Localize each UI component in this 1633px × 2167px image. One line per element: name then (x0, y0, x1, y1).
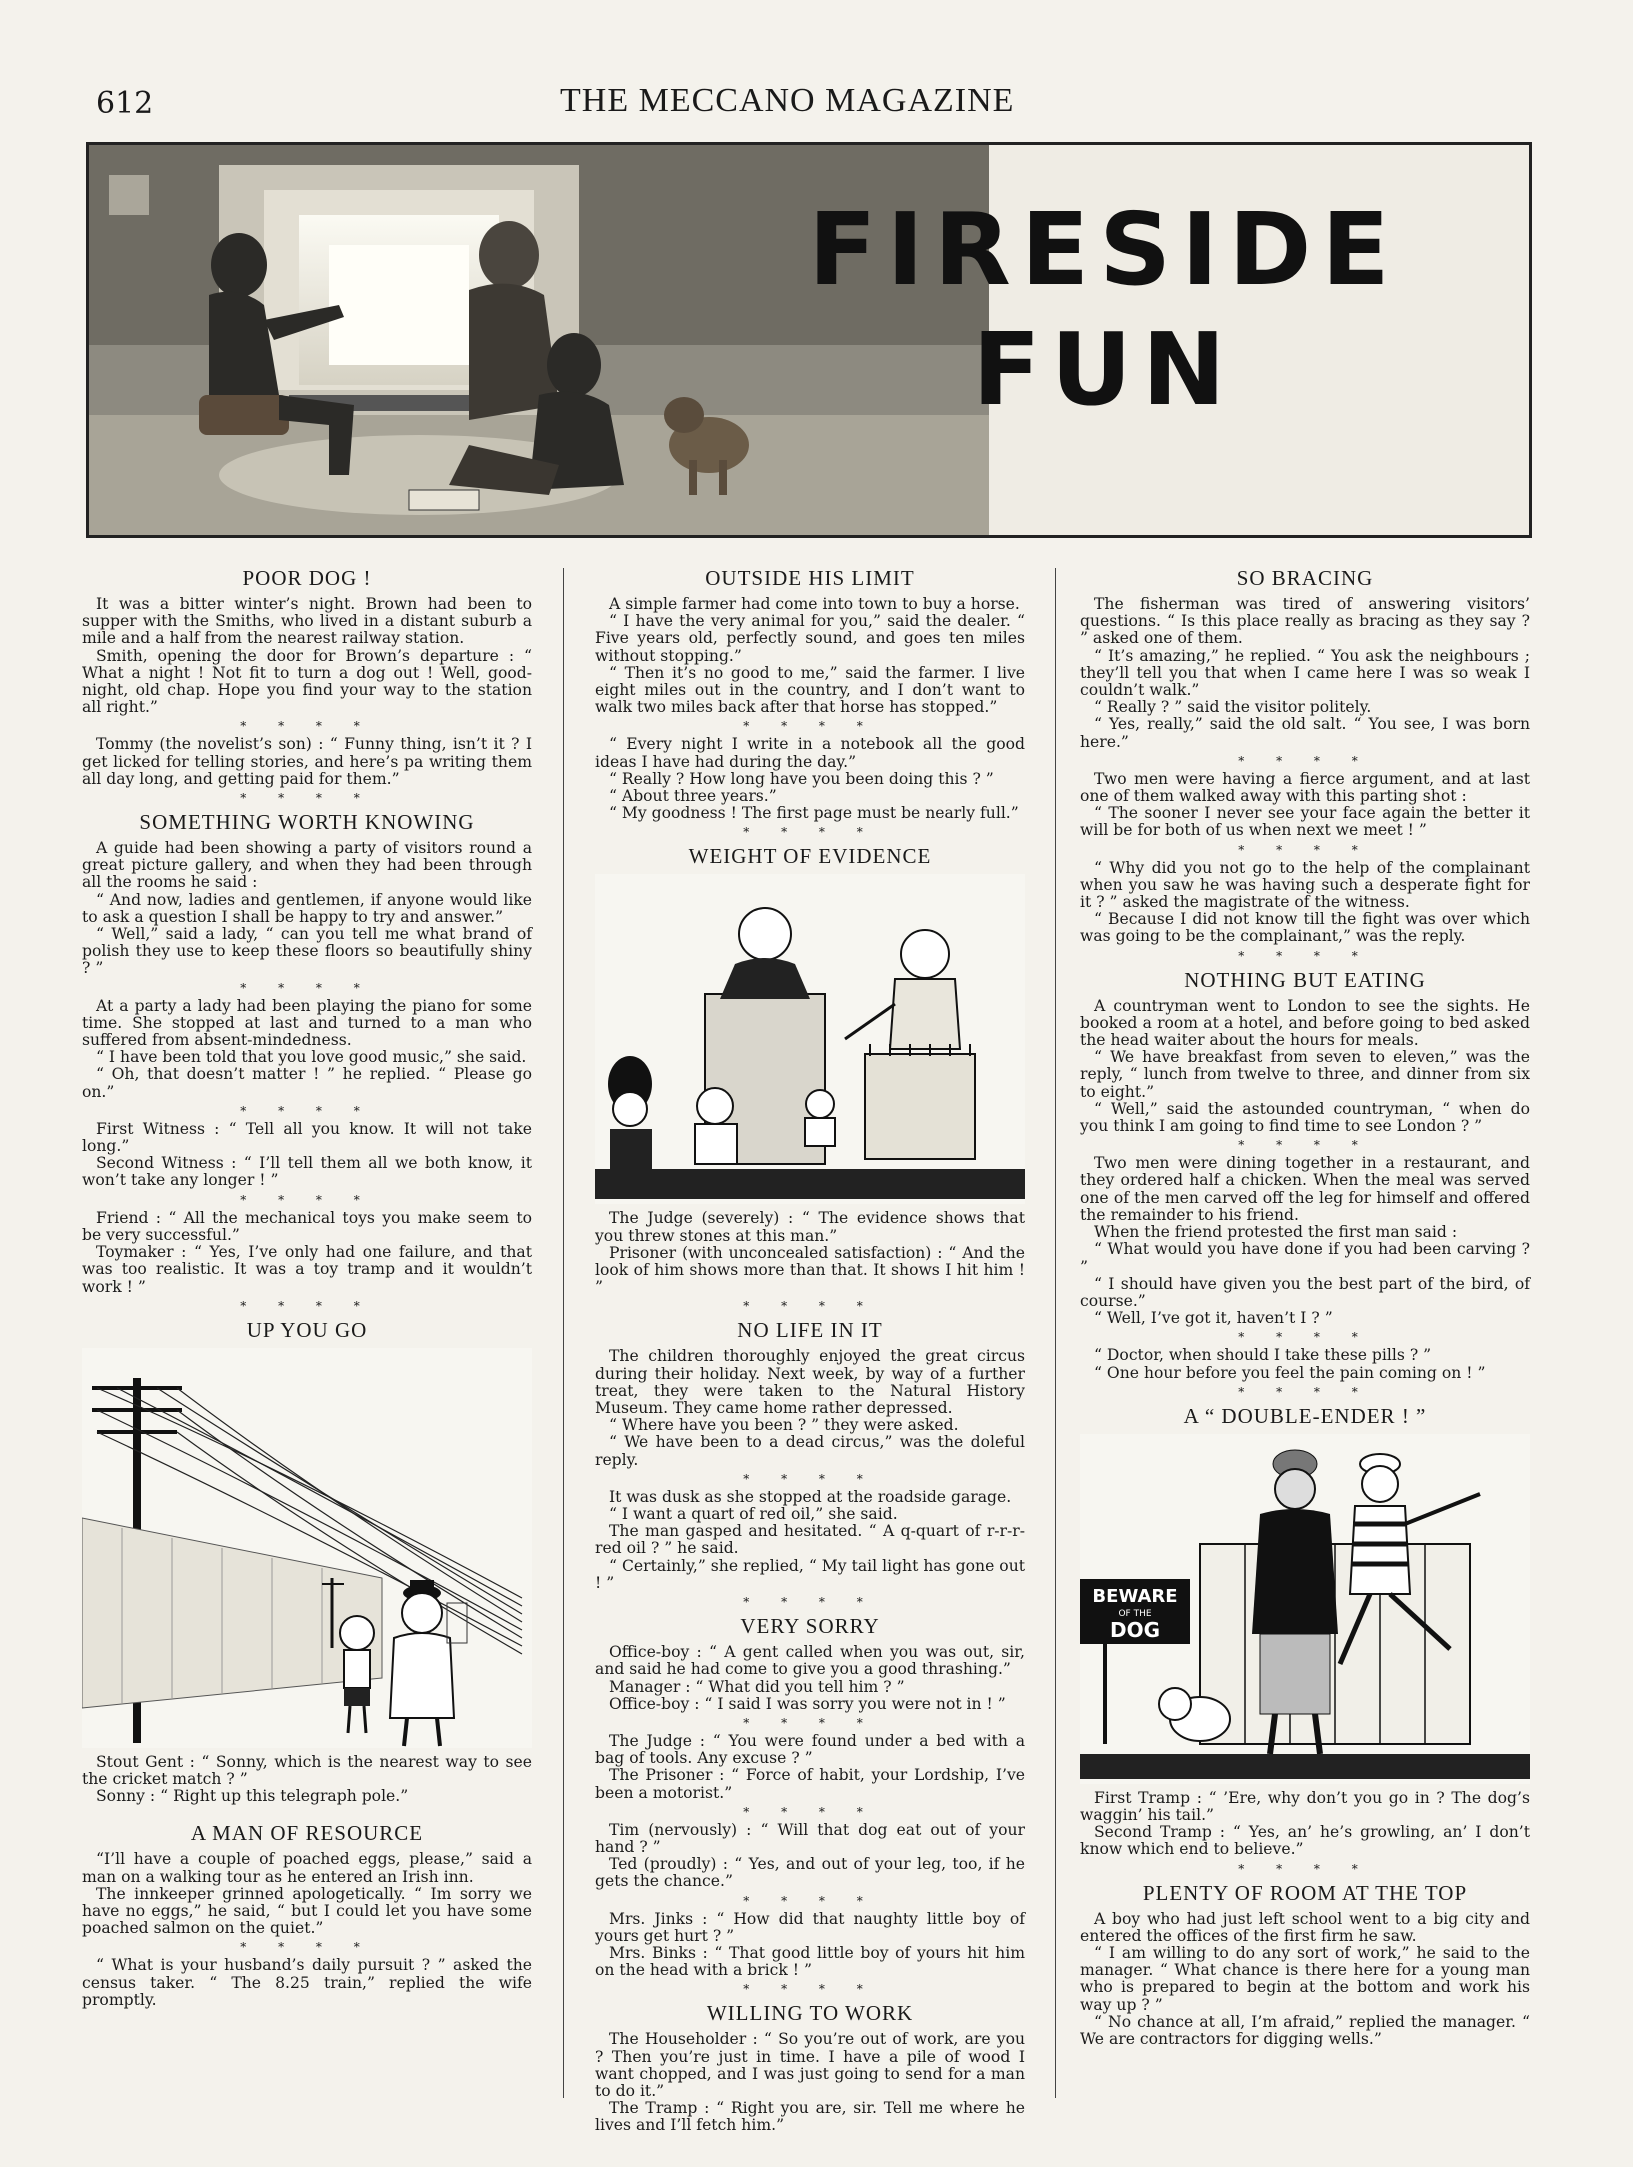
separator-stars: * * * * (743, 1982, 877, 1997)
paragraph: “ The sooner I never see your face again the better it will be for both of us when next we meet ! ” (1080, 804, 1530, 840)
sign-text-of-the: OF THE (1118, 1608, 1152, 1619)
column-middle (595, 560, 1025, 2135)
paragraph: Tim (nervously) : “ Will that dog eat out of your hand ? ” (595, 1820, 1025, 1856)
paragraph: Mrs. Binks : “ That good little boy of yours hit him on the head with a brick ! ” (595, 1943, 1025, 1980)
paragraph: The Prisoner : “ Force of habit, your Lordship, I’ve been a motorist.” (595, 1766, 1025, 1802)
paragraph: The Judge : “ You were found under a bed with a bag of tools. Any excuse ? ” (595, 1731, 1025, 1768)
paragraph: “ Then it’s no good to me,” said the farmer. I live eight miles out in the country, and I don’t want to walk two miles back after that horse has stopped.” (595, 663, 1025, 717)
paragraph: Toymaker : “ Yes, I’ve only had one failure, and that was too realistic. It was a toy tramp and it wouldn’t work ! ” (82, 1243, 532, 1296)
separator-stars: * * * * (743, 825, 877, 840)
separator-stars: * * * * (1238, 948, 1372, 963)
separator-stars: * * * * (240, 1940, 374, 1955)
paragraph: It was dusk as she stopped at the roadside garage. (609, 1487, 1012, 1506)
separator-stars: * * * * (240, 1103, 374, 1118)
paragraph: “ What is your husband’s daily pursuit ? ” asked the census taker. “ The 8.25 train,” replied the wife promptly. (82, 1956, 532, 2009)
paragraph: “ And now, ladies and gentlemen, if anyone would like to ask a question I shall be happy to try and answer.” (82, 890, 532, 926)
column-rule (563, 568, 564, 2098)
paragraph: “ Well, I’ve got it, haven’t I ? ” (1094, 1309, 1333, 1328)
paragraph: Office-boy : “ A gent called when you was out, sir, and said he had come to give you a good thrashing.” (595, 1643, 1025, 1679)
heading-outside-his-limit: OUTSIDE HIS LIMIT (705, 566, 915, 590)
heading-very-sorry: VERY SORRY (740, 1614, 880, 1639)
separator-stars: * * * * (743, 1299, 877, 1314)
courtroom-cartoon (595, 874, 1025, 1204)
paragraph: “ Well,” said the astounded countryman, “ when do you think I am going to find time to see London ? ” (1080, 1099, 1530, 1136)
paragraph: The innkeeper grinned apologetically. “ Im sorry we have no eggs,” he said, “ but I could let you have some poached salmon on the quiet.” (82, 1884, 532, 1938)
telegraph-pole-cartoon (82, 1348, 532, 1748)
separator-stars: * * * * (743, 1804, 877, 1819)
sign-text-beware: BEWARE (1092, 1585, 1178, 1607)
column-rule (1055, 568, 1056, 2098)
paragraph: Prisoner (with unconcealed satisfaction) : “ And the look of him shows more than that. It shows I hit him ! ” (595, 1243, 1025, 1297)
separator-stars: * * * * (743, 1893, 877, 1908)
heading-plenty-of-room-at-the-top: PLENTY OF ROOM AT THE TOP (1142, 1880, 1468, 1905)
paragraph: Two men were dining together in a restaurant, and they ordered half a chicken. When the meal was served one of the men carved off the leg for himself and offered the remainder to his friend. (1080, 1154, 1530, 1224)
paragraph: “ Doctor, when should I take these pills ? ” (1094, 1346, 1432, 1365)
page-number: 612 (96, 86, 154, 121)
paragraph: A simple farmer had come into town to buy a horse. (609, 595, 1020, 613)
paragraph: “ Every night I write in a notebook all the good ideas I have had during the day.” (595, 735, 1025, 771)
heading-nothing-but-eating: NOTHING BUT EATING (1184, 967, 1426, 992)
heading-so-bracing: SO BRACING (1236, 566, 1374, 590)
separator-stars: * * * * (1238, 753, 1372, 768)
separator-stars: * * * * (743, 1595, 877, 1610)
heading-up-you-go: UP YOU GO (246, 1317, 368, 1342)
tramps-gate-cartoon (1080, 1434, 1530, 1784)
separator-stars: * * * * (1238, 1138, 1372, 1153)
paragraph: Stout Gent : “ Sonny, which is the nearest way to see the cricket match ? ” (82, 1752, 532, 1788)
paragraph: Smith, opening the door for Brown’s departure : “ What a night ! Not fit to turn a dog out ! Well, good-night, old chap. Hope you find your way to the station all right.” (82, 646, 532, 717)
heading-double-ender: A “ DOUBLE-ENDER ! ” (1183, 1403, 1427, 1428)
paragraph: “ Well,” said a lady, “ can you tell me what brand of polish they use to keep these floors so beautifully shiny ? ” (82, 925, 532, 978)
banner-title-line1: FIRESIDE (808, 191, 1400, 308)
magazine-title: THE MECCANO MAGAZINE (560, 82, 1015, 119)
banner-title-line2: FUN (972, 311, 1236, 428)
paragraph: The children thoroughly enjoyed the great circus during their holiday. Next week, by way of a further treat, they were taken to the Natural History Museum. They came home rather depressed. (595, 1347, 1025, 1418)
paragraph: “ I have been told that you love good music,” she said. (96, 1048, 527, 1067)
paragraph: Second Witness : “ I’ll tell them all we both know, it won’t take any longer ! ” (82, 1154, 532, 1190)
sign-text-dog: DOG (1109, 1617, 1161, 1642)
paragraph: “ What would you have done if you had been carving ? ” (1080, 1240, 1530, 1276)
separator-stars: * * * * (240, 1192, 374, 1207)
fireside-fun-banner (86, 142, 1532, 538)
paragraph: A guide had been showing a party of visitors round a great picture gallery, and when they had been through all the rooms he said : (82, 839, 532, 892)
paragraph: “I’ll have a couple of poached eggs, please,” said a man on a walking tour as he entered an Irish inn. (82, 1850, 532, 1886)
paragraph: “ One hour before you feel the pain coming on ! ” (1094, 1363, 1486, 1382)
paragraph: A boy who had just left school went to a big city and entered the offices of the first firm he saw. (1080, 1909, 1530, 1945)
separator-stars: * * * * (743, 1715, 877, 1730)
banner-title (689, 190, 1519, 430)
paragraph: Two men were having a fierce argument, and at last one of them walked away with this parting shot : (1080, 769, 1530, 806)
paragraph: First Tramp : “ ’Ere, why don’t you go in ? The dog’s waggin’ his tail.” (1080, 1788, 1530, 1824)
heading-weight-of-evidence: WEIGHT OF EVIDENCE (688, 844, 932, 869)
paragraph: “ I am willing to do any sort of work,” he said to the manager. “ What chance is there here for a young man who is prepared to begin at the bottom and work his way up ? ” (1080, 1943, 1530, 2014)
separator-stars: * * * * (240, 1298, 374, 1313)
paragraph: It was a bitter winter’s night. Brown had been to supper with the Smiths, who lived in a distant suburb a mile and a half from the nearest railway station. (82, 595, 532, 648)
heading-a-man-of-resource: A MAN OF RESOURCE (190, 1821, 424, 1846)
paragraph: Sonny : “ Right up this telegraph pole.” (96, 1787, 409, 1806)
paragraph: Office-boy : “ I said I was sorry you were not in ! ” (609, 1694, 1006, 1713)
paragraph: The Tramp : “ Right you are, sir. Tell me where he lives and I’ll fetch him.” (595, 2099, 1025, 2135)
paragraph: Manager : “ What did you tell him ? ” (609, 1677, 905, 1696)
paragraph: “ About three years.” (609, 787, 777, 806)
separator-stars: * * * * (240, 719, 374, 734)
paragraph: “ Where have you been ? ” they were asked. (609, 1416, 959, 1435)
paragraph: A countryman went to London to see the sights. He booked a room at a hotel, and before going to bed asked the head waiter about the hours for meals. (1080, 996, 1530, 1050)
separator-stars: * * * * (743, 719, 877, 734)
heading-poor-dog: POOR DOG ! (242, 566, 372, 590)
paragraph: “ Really ? How long have you been doing this ? ” (609, 769, 994, 788)
paragraph: Second Tramp : “ Yes, an’ he’s growling, an’ I don’t know which end to believe.” (1080, 1823, 1530, 1859)
paragraph: “ Yes, really,” said the old salt. “ You see, I was born here.” (1080, 715, 1530, 751)
paragraph: “ Really ? ” said the visitor politely. (1094, 698, 1372, 717)
paragraph: At a party a lady had been playing the piano for some time. She stopped at last and turned to a man who suffered from absent-mindedness. (82, 996, 532, 1050)
heading-willing-to-work: WILLING TO WORK (706, 2001, 914, 2026)
paragraph: “ Why did you not go to the help of the complainant when you saw he was having such a desperate fight for it ? ” asked the magistrate of the witness. (1080, 858, 1530, 912)
paragraph: “ I have the very animal for you,” said the dealer. “ Five years old, perfectly sound, and goes ten miles without stopping.” (595, 612, 1025, 665)
paragraph: “ I want a quart of red oil,” she said. (609, 1505, 898, 1524)
paragraph: The Householder : “ So you’re out of work, are you ? Then you’re just in time. I have a pile of wood I want chopped, and I was just going to send for a man to do it.” (595, 2030, 1025, 2100)
separator-stars: * * * * (743, 1471, 877, 1486)
paragraph: “ Oh, that doesn’t matter ! ” he replied. “ Please go on.” (82, 1065, 532, 1101)
paragraph: “ Because I did not know till the fight was over which was going to be the complainant,” was the reply. (1080, 910, 1530, 946)
column-right (1080, 560, 1530, 2048)
separator-stars: * * * * (1238, 842, 1372, 857)
paragraph: “ I should have given you the best part of the bird, of course.” (1080, 1274, 1530, 1310)
paragraph: “ We have breakfast from seven to eleven,” was the reply, “ lunch from twelve to three, and dinner from six to eight.” (1080, 1048, 1530, 1101)
paragraph: Tommy (the novelist’s son) : “ Funny thing, isn’t it ? I get licked for telling stories, and here’s pa writing them all day long, and getting paid for them.” (82, 735, 532, 788)
separator-stars: * * * * (240, 980, 374, 995)
separator-stars: * * * * (1238, 1330, 1372, 1345)
separator-stars: * * * * (240, 791, 374, 806)
paragraph: “ We have been to a dead circus,” was the doleful reply. (595, 1433, 1025, 1469)
paragraph: The fisherman was tired of answering visitors’ questions. “ Is this place really as bracing as they say ? ” asked one of them. (1080, 595, 1530, 648)
paragraph: First Witness : “ Tell all you know. It will not take long.” (82, 1119, 532, 1156)
separator-stars: * * * * (1238, 1861, 1372, 1876)
paragraph: The Judge (severely) : “ The evidence shows that you threw stones at this man.” (595, 1209, 1025, 1245)
column-left (82, 560, 532, 2009)
paragraph: “ Certainly,” she replied, “ My tail light has gone out ! ” (595, 1556, 1025, 1592)
paragraph: “ It’s amazing,” he replied. “ You ask the neighbours ; they’ll tell you that when I came here I was so weak I couldn’t walk.” (1080, 646, 1530, 700)
paragraph: Mrs. Jinks : “ How did that naughty little boy of yours get hurt ? ” (595, 1909, 1025, 1945)
paragraph: The man gasped and hesitated. “ A q-quart of r-r-r-red oil ? ” he said. (595, 1522, 1025, 1558)
heading-something-worth-knowing: SOMETHING WORTH KNOWING (139, 810, 475, 835)
paragraph: “ My goodness ! The first page must be nearly full.” (609, 804, 1019, 823)
heading-no-life-in-it: NO LIFE IN IT (737, 1318, 883, 1343)
separator-stars: * * * * (1238, 1384, 1372, 1399)
paragraph: Ted (proudly) : “ Yes, and out of your leg, too, if he gets the chance.” (595, 1855, 1025, 1891)
paragraph: When the friend protested the first man said : (1094, 1223, 1458, 1242)
paragraph: “ No chance at all, I’m afraid,” replied the manager. “ We are contractors for digging wells.” (1080, 2012, 1530, 2048)
paragraph: Friend : “ All the mechanical toys you make seem to be very successful.” (82, 1208, 532, 1244)
